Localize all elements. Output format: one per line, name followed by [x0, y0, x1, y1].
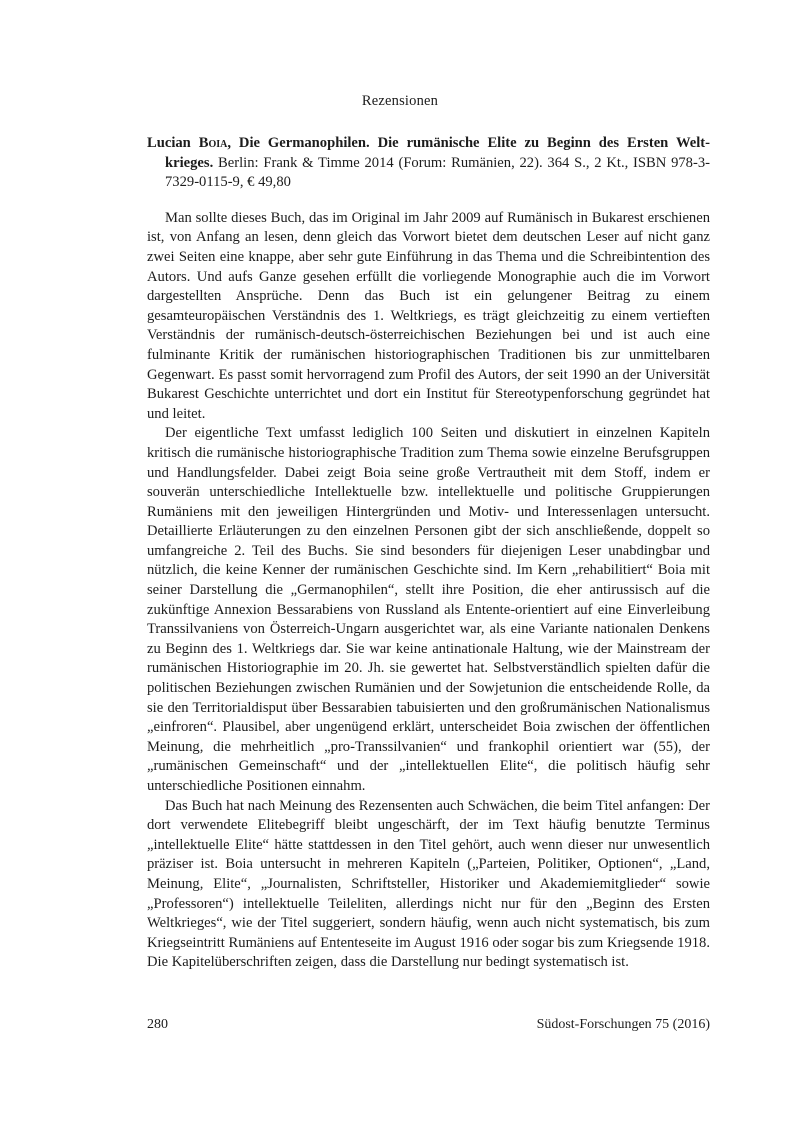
- book-title: , Die Germanophilen. Die rumänische Elite zu Beginn des Ersten Welt-krieges.: [165, 135, 710, 171]
- page-footer: [147, 1017, 710, 1033]
- page-number: 280: [147, 1017, 168, 1032]
- author-last-name: Boia: [198, 135, 228, 151]
- running-header: Rezensionen: [361, 93, 439, 109]
- review-content: [147, 134, 710, 973]
- journal-citation: Südost-Forschungen 75 (2016): [536, 1017, 710, 1032]
- bibliographic-reference: [147, 134, 710, 193]
- body-paragraph-3: Das Buch hat nach Meinung des Rezensenten auch Schwächen, die beim Titel anfangen: Der dort verwendete Elitebegriff bleibt ungeschärft, der im Text häufig benutzte Terminus „intellektuelle Elite“ hätte stattdessen in den Titel gehört, auch wenn dieser nur unwesentlich präziser ist. Boia untersucht in mehreren Kapiteln („Parteien, Politiker, Optionen“, „Land, Meinung, Elite“, „Journalisten, Schriftsteller, Historiker und Akademiemitglieder“ sowie „Professoren“) intellektuelle Teileliten, allerdings nicht nur für den „Beginn des Ersten Weltkrieges“, wie der Titel suggeriert, sondern häufig, wenn auch nicht systematisch, bis zum Kriegseintritt Rumäniens auf Ententeseite im August 1916 oder sogar bis zum Kriegsende 1918. Die Kapitelüberschriften zeigen, dass die Darstellung nur bedingt systematisch ist.: [147, 797, 710, 971]
- book-author: [147, 135, 227, 151]
- body-paragraph-1: Man sollte dieses Buch, das im Original im Jahr 2009 auf Rumänisch in Bukarest erschienen ist, von Anfang an lesen, denn gleich das Vorwort bietet dem deutschen Leser auf nicht ganz zwei Seiten eine knappe, aber sehr gute Einführung in das Thema und die Schreibintention des Autors. Und aufs Ganze gesehen erfüllt die vorliegende Monographie auch die im Vorwort dargestellten Ansprüche. Denn das Buch ist ein gelungener Beitrag zu einem gesamteuropäischen Verständnis des 1. Weltkriegs, es trägt gleichzeitig zu einem vertieften Verständnis der rumänisch-deutsch-österreichischen Beziehungen bei und ist auch eine fulminante Kritik der rumänischen historiographischen Traditionen bis zur unmittelbaren Gegenwart. Es passt somit hervorragend zum Profil des Autors, der seit 1990 an der Universität Bukarest Geschichte unterrichtet und dort ein Institut für Stereotypenforschung gegründet hat und leitet.: [147, 209, 710, 422]
- publication-details: Berlin: Frank & Timme 2014 (Forum: Rumänien, 22). 364 S., 2 Kt., ISBN 978-3-7329-0115-9, € 49,80: [165, 154, 710, 191]
- author-first-name: Lucian: [147, 135, 199, 151]
- body-paragraph-2: Der eigentliche Text umfasst lediglich 100 Seiten und diskutiert in einzelnen Kapiteln kritisch die rumänische historiographische Tradition zum Thema sowie einzelne Berufsgruppen und Handlungsfelder. Dabei zeigt Boia seine große Vertrautheit mit dem Stoff, indem er souverän unterschiedliche Intellektuelle bzw. intellektuelle und politische Gruppierungen Rumäniens mit den jeweiligen Hintergründen und Motiv- und Interessenlagen untersucht. Detaillierte Erläuterungen zu den einzelnen Personen gibt der sich anschließende, doppelt so umfangreiche 2. Teil des Buchs. Sie sind besonders für diejenigen Leser unabdingbar und nützlich, die keine Kenner der rumänischen Geschichte sind. Im Kern „rehabilitiert“ Boia mit seiner Darstellung die „Germanophilen“, stellt ihre Position, die eher antirussisch auf die zukünftige Annexion Bessarabiens von Russland als Entente-orientiert auf eine Einverleibung Transsilvaniens von Österreich-Ungarn ausgerichtet war, als eine Variante nationalen Denkens zu Beginn des 1. Weltkriegs dar. Sie war keine antinationale Haltung, wie der Mainstream der rumänischen Historiographie im 20. Jh. sie gewertet hat. Selbstverständlich spielten dafür die politischen Beziehungen zwischen Rumänien und der Sowjetunion die entscheidende Rolle, da sie den Territorialdisput über Bessarabien tabuisierten und den großrumänischen Nationalismus „einfroren“. Plausibel, aber ungenügend erklärt, unterscheidet Boia zwischen der öffentlichen Meinung, die mehrheitlich „pro-Transsilvanien“ und frankophil orientiert war (55), der „rumänischen Gemeinschaft“ und der „intellektuellen Elite“, die politisch häufig sehr unterschiedliche Positionen einnahm.: [147, 425, 710, 794]
